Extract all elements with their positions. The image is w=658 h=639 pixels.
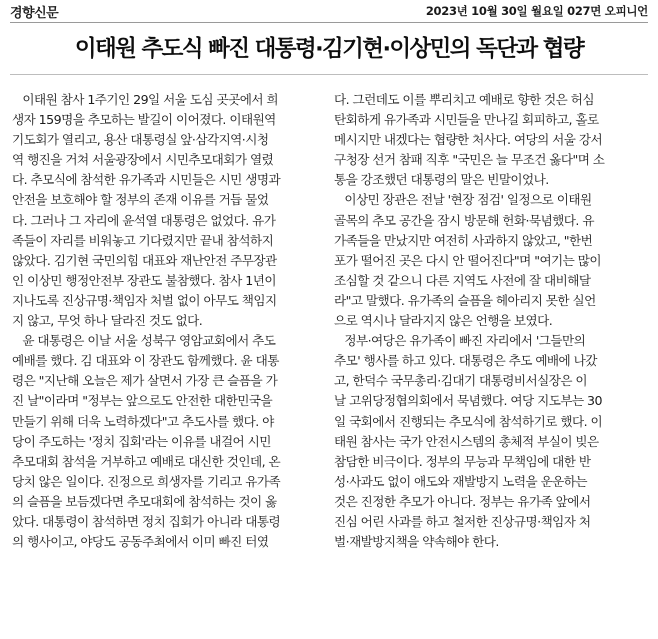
article-line: 정부·여당은 유가족이 빠진 자리에서 '그들만의 xyxy=(334,333,586,349)
headline: 이태원 추도식 빠진 대통령·김기현·이상민의 독단과 협량 xyxy=(74,36,584,62)
article-line: 벌·재발방지책을 약속해야 한다. xyxy=(334,534,499,550)
article-line: 추모' 행사를 하고 있다. 대통령은 추도 예배에 나갔 xyxy=(334,353,597,369)
article-line: 것은 진정한 추모가 아니다. 정부는 유가족 앞에서 xyxy=(334,493,591,509)
article-line: 지나도록 진상규명·책임자 처벌 없이 아무도 책임지 xyxy=(12,292,277,308)
article-line: 당이 주도하는 '정치 집회'라는 이유를 내걸어 시민 xyxy=(12,433,271,449)
article-line: 골목의 추모 공간을 잠시 방문해 헌화·묵념했다. 유 xyxy=(334,212,594,228)
article-line: 다. 그러나 그 자리에 윤석열 대통령은 없었다. 유가 xyxy=(12,212,276,228)
article-line: 포가 떨어진 곳은 다시 안 떨어진다"며 "여기는 많이 xyxy=(334,252,601,268)
top-divider xyxy=(10,22,648,23)
article-line: 당치 않은 일이다. 진정으로 희생자를 기리고 유가족 xyxy=(12,473,281,489)
newspaper-name: 경향신문 xyxy=(10,5,59,21)
article-line: 이상민 장관은 전날 '현장 점검' 일정으로 이태원 xyxy=(334,192,592,208)
article-line: 만들기 위해 더욱 노력하겠다"고 추도사를 했다. 야 xyxy=(12,413,274,429)
masthead xyxy=(10,2,648,20)
article-line: 생자 159명을 추모하는 발길이 이어졌다. 이태원역 xyxy=(12,112,276,128)
article-line: 참담한 비극이다. 정부의 무능과 무책임에 대한 반 xyxy=(334,453,591,469)
article-line: 성·사과도 없이 애도와 재발방지 노력을 운운하는 xyxy=(334,473,588,489)
article-line: 일 국회에서 진행되는 추모식에 참석하기로 했다. 이 xyxy=(334,413,603,429)
article-line: 지 않고, 무엇 하나 달라진 것도 없다. xyxy=(12,313,203,329)
article-line: 다. 그런데도 이를 뿌리치고 예배로 향한 것은 허심 xyxy=(334,92,594,107)
article-line: 추모대회 참석을 거부하고 예배로 대신한 것인데, 온 xyxy=(12,453,281,469)
article-line: 으로 역시나 달라지지 않은 언행을 보였다. xyxy=(334,313,553,329)
left-column xyxy=(12,90,324,552)
article-line: 기도회가 열리고, 용산 대통령실 앞·삼각지역·시청 xyxy=(12,132,269,148)
headline-divider xyxy=(10,74,648,75)
article-line: 족들이 자리를 비워놓고 기다렸지만 끝내 참석하지 xyxy=(12,232,274,248)
article-line: 날 고위당정협의회에서 묵념했다. 여당 지도부는 30 xyxy=(334,393,602,409)
article-line: 령은 "지난해 오늘은 제가 살면서 가장 큰 슬픔을 가 xyxy=(12,373,278,389)
article-line: 메시지만 내겠다는 협량한 처사다. 여당의 서울 강서 xyxy=(334,132,603,148)
article-line: 가족들을 만났지만 여전히 사과하지 않았고, "한번 xyxy=(334,232,593,248)
article-line: 예배를 했다. 김 대표와 이 장관도 함께했다. 윤 대통 xyxy=(12,353,279,369)
article-line: 진심 어린 사과를 하고 철저한 진상규명·책임자 처 xyxy=(334,513,591,529)
article-line: 않았다. 김기현 국민의힘 대표와 재난안전 주무장관 xyxy=(12,252,277,268)
article-line: 조심할 것 같으니 다른 지역도 사전에 잘 대비해달 xyxy=(334,272,591,288)
article-line: 통을 강조했던 대통령의 말은 빈말이었나. xyxy=(334,172,549,188)
article-line: 탄회하게 유가족과 시민들을 만나길 회피하고, 홀로 xyxy=(334,112,599,128)
article-line: 윤 대통령은 이날 서울 성북구 영암교회에서 추도 xyxy=(12,333,276,349)
article-line: 이태원 참사 1주기인 29일 서울 도심 곳곳에서 희 xyxy=(12,92,278,107)
article-line: 태원 참사는 국가 안전시스템의 총체적 부실이 빚은 xyxy=(334,433,599,449)
article-line: 구청장 선거 참패 직후 "국민은 늘 무조건 옳다"며 소 xyxy=(334,152,605,168)
right-column xyxy=(334,90,646,552)
article-line: 인 이상민 행정안전부 장관도 불참했다. 참사 1년이 xyxy=(12,272,276,288)
article-line: 았다. 대통령이 참석하면 정치 집회가 아니라 대통령 xyxy=(12,513,281,529)
article-line: 진 날"이라며 "정부는 앞으로도 안전한 대한민국을 xyxy=(12,393,273,409)
article-line: 고, 한덕수 국무총리·김대기 대통령비서실장은 이 xyxy=(334,373,588,389)
article-line: 의 행사이고, 야당도 공동주최에서 이미 빠진 터였 xyxy=(12,534,269,550)
article-line: 역 행진을 거쳐 서울광장에서 시민추모대회가 열렸 xyxy=(12,152,274,168)
article-line: 안전을 보호해야 할 정부의 존재 이유를 거듭 물었 xyxy=(12,192,269,208)
article-body xyxy=(12,90,646,552)
article-line: 의 슬픔을 보듬겠다면 추모대회에 참석하는 것이 옳 xyxy=(12,493,277,509)
dateline: 2023년 10월 30일 월요일 027면 오피니언 xyxy=(425,4,648,18)
article-line: 다. 추모식에 참석한 유가족과 시민들은 시민 생명과 xyxy=(12,172,281,188)
article-line: 라"고 말했다. 유가족의 슬픔을 헤아리지 못한 실언 xyxy=(334,292,596,308)
